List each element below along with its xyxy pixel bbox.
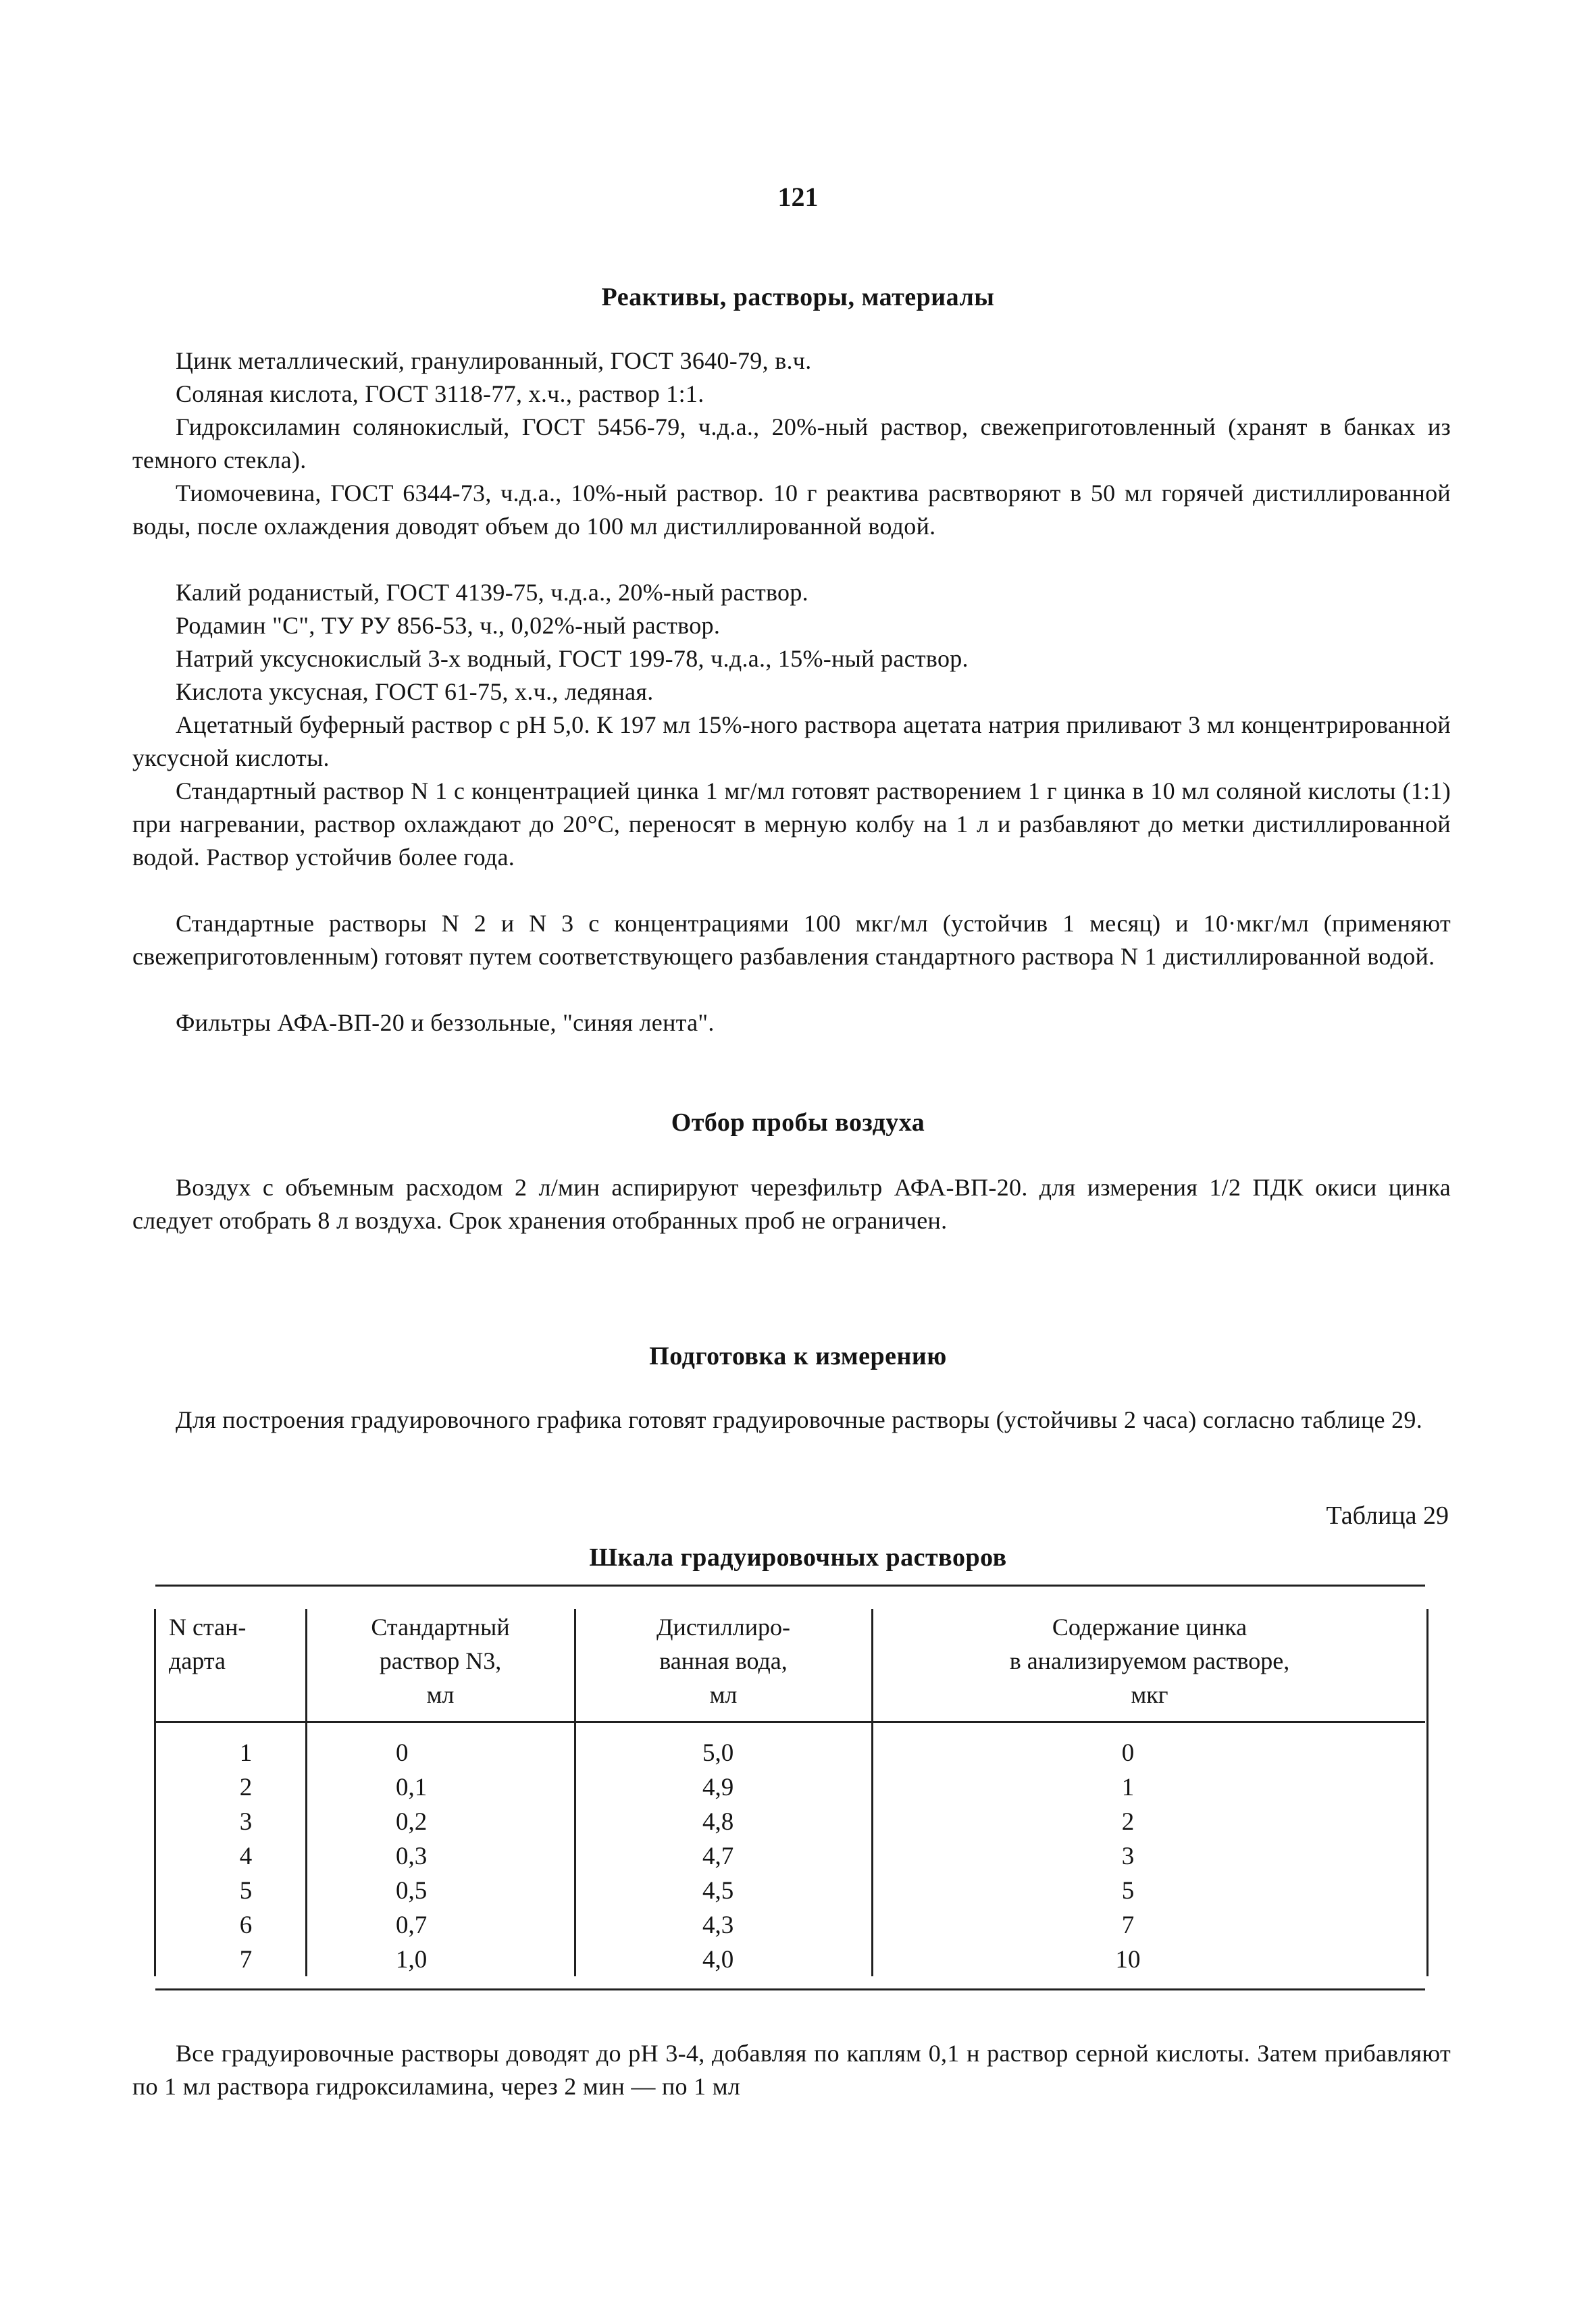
- table-left-border: [154, 1609, 156, 1976]
- paragraph-sodium-acetate: Натрий уксуснокислый 3-х водный, ГОСТ 199-78, ч.д.а., 15%-ный раствор.: [176, 645, 969, 672]
- table-column-zinc-content: 0 1 2 3 5 7 10: [1115, 1739, 1141, 1974]
- table-header-distilled-water: Дистиллиро- ванная вода, мл: [657, 1614, 790, 1708]
- table-header-zinc-content: Содержание цинка в анализируемом растворе, мкг: [1009, 1614, 1290, 1708]
- paragraph-closing: Все градуировочные растворы доводят до рН 3-4, добавляя по каплям 0,1 н раствор серной кислоты. Затем прибавляют по 1 мл раствора гидроксиламина, через 2 мин — по 1 мл: [132, 2040, 1451, 2100]
- paragraph-zinc: Цинк металлический, гранулированный, ГОСТ 3640-79, в.ч.: [176, 347, 812, 374]
- table-header-rule: [155, 1721, 1425, 1723]
- table-header-standard-solution: Стандартный раствор N3, мл: [371, 1614, 510, 1708]
- page-number: 121: [777, 182, 819, 212]
- paragraph-filters: Фильтры АФА-ВП-20 и беззольные, "синяя лента".: [176, 1009, 715, 1036]
- table-bottom-rule: [155, 1988, 1425, 1990]
- paragraph-sampling: Воздух с объемным расходом 2 л/мин аспирируют черезфильтр АФА-ВП-20. для измерения 1/2 ПДК окиси цинка следует отобрать 8 л воздуха. Срок хранения отобранных проб не ограничен.: [132, 1174, 1451, 1234]
- table-column-distilled-water: 5,0 4,9 4,8 4,7 4,5 4,3 4,0: [702, 1739, 734, 1974]
- table-top-rule: [155, 1585, 1425, 1587]
- paragraph-preparation: Для построения градуировочного графика готовят градуировочные растворы (устойчивы 2 часа) согласно таблице 29.: [176, 1406, 1422, 1433]
- section-heading-preparation: Подготовка к измерению: [649, 1342, 947, 1370]
- paragraph-hydrochloric-acid: Соляная кислота, ГОСТ 3118-77, х.ч., раствор 1:1.: [176, 380, 704, 407]
- table-label: Таблица 29: [1326, 1501, 1449, 1530]
- paragraph-thiourea: Тиомочевина, ГОСТ 6344-73, ч.д.а., 10%-ный раствор. 10 г реактива расвтворяют в 50 мл горячей дистиллированной воды, после охлаждения доводят объем до 100 мл дистиллированной водой.: [132, 480, 1451, 540]
- table-column-divider: [871, 1609, 873, 1976]
- paragraph-standard-solution-1: Стандартный раствор N 1 с концентрацией цинка 1 мг/мл готовят растворением 1 г цинка в 10 мл соляной кислоты (1:1) при нагревании, раствор охлаждают до 20°С, переносят в мерную колбу на 1 л и разбавляют до метки дистиллированной водой. Раствор устойчив более года.: [132, 777, 1451, 871]
- table-column-standard-no: 1 2 3 4 5 6 7: [239, 1739, 253, 1974]
- paragraph-standard-solutions-2-3: Стандартные растворы N 2 и N 3 с концентрациями 100 мкг/мл (устойчив 1 месяц) и 10·мкг/мл (применяют свежеприготовленным) готовят путем соответствующего разбавления стандартного раствора N 1 дистиллированной водой.: [132, 910, 1451, 970]
- table-column-divider: [305, 1609, 307, 1976]
- paragraph-acetic-acid: Кислота уксусная, ГОСТ 61-75, х.ч., ледяная.: [176, 678, 654, 705]
- paragraph-acetate-buffer: Ацетатный буферный раствор с рН 5,0. К 197 мл 15%-ного раствора ацетата натрия приливают 3 мл концентрированной уксусной кислоты.: [132, 711, 1451, 771]
- table-column-divider: [574, 1609, 576, 1976]
- paragraph-hydroxylamine: Гидроксиламин солянокислый, ГОСТ 5456-79, ч.д.а., 20%-ный раствор, свежеприготовленный (хранят в банках из темного стекла).: [132, 413, 1451, 473]
- paragraph-potassium-thiocyanate: Калий роданистый, ГОСТ 4139-75, ч.д.а., 20%-ный раствор.: [176, 579, 808, 606]
- paragraph-rhodamine: Родамин "С", ТУ РУ 856-53, ч., 0,02%-ный раствор.: [176, 612, 721, 639]
- table-header-standard-no: N стан- дарта: [169, 1614, 247, 1674]
- table-column-standard-solution: 0 0,1 0,2 0,3 0,5 0,7 1,0: [396, 1739, 428, 1974]
- table-right-border: [1426, 1609, 1428, 1976]
- section-heading-sampling: Отбор пробы воздуха: [671, 1108, 925, 1137]
- section-heading-reagents: Реактивы, растворы, материалы: [601, 283, 995, 311]
- table-title: Шкала градуировочных растворов: [589, 1543, 1007, 1572]
